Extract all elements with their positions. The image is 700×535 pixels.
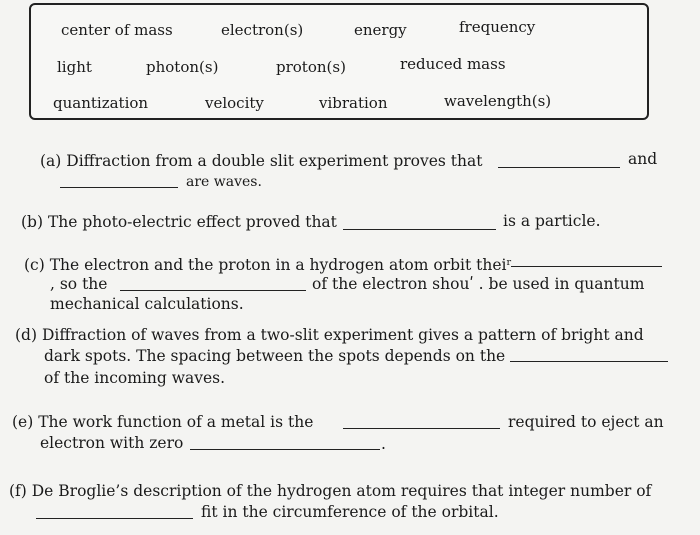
question-e-line1-end: required to eject an [508, 413, 664, 431]
question-d-line2: dark spots. The spacing between the spots depends on the [44, 347, 506, 365]
question-f-line2: fit in the circumference of the orbital. [201, 503, 499, 521]
question-c-line3: mechanical calculations. [50, 295, 244, 313]
question-a-line2: are waves. [186, 174, 262, 190]
word-light: light [57, 58, 92, 76]
word-center-of-mass: center of mass [61, 21, 173, 39]
question-c-line2-start: , so the [50, 275, 108, 293]
question-a-blank1[interactable] [498, 167, 620, 168]
question-e-line2: electron with zero [40, 434, 184, 452]
question-f-blank[interactable] [36, 518, 193, 519]
question-b-end: is a particle. [503, 212, 601, 230]
question-a-line1: (a) Diffraction from a double slit experiment proves that [40, 152, 483, 170]
question-e-blank1[interactable] [343, 428, 500, 429]
word-quantization: quantization [53, 94, 149, 112]
word-bank-box [29, 3, 649, 120]
word-velocity: velocity [205, 94, 264, 112]
word-electrons: electron(s) [221, 21, 304, 39]
question-e-blank2[interactable] [190, 449, 380, 450]
word-vibration: vibration [319, 94, 388, 112]
question-c-line1: (c) The electron and the proton in a hydrogen atom orbit theiʳ [24, 256, 512, 274]
question-a-blank2[interactable] [60, 187, 178, 188]
word-frequency: frequency [459, 18, 536, 36]
question-b-line1: (b) The photo-electric effect proved that [21, 213, 337, 231]
question-c-line2-mid: of the electron shouʹ . be used in quantum [312, 275, 645, 293]
word-energy: energy [354, 21, 407, 39]
question-d-line3: of the incoming waves. [44, 369, 226, 387]
question-e-line1: (e) The work function of a metal is the [12, 413, 314, 431]
question-d-blank[interactable] [510, 361, 668, 362]
question-e-period: . [381, 435, 386, 453]
question-a-and: and [628, 150, 658, 168]
word-reduced-mass: reduced mass [400, 55, 506, 73]
question-f-line1: (f) De Broglie’s description of the hydrogen atom requires that integer number of [9, 482, 652, 500]
question-c-blank1[interactable] [511, 266, 662, 267]
word-photons: photon(s) [146, 58, 219, 76]
word-wavelengths: wavelength(s) [444, 92, 552, 110]
word-protons: proton(s) [276, 58, 346, 76]
question-b-blank[interactable] [343, 229, 496, 230]
question-d-line1: (d) Diffraction of waves from a two-slit experiment gives a pattern of bright and [15, 326, 644, 344]
question-c-blank2[interactable] [120, 290, 306, 291]
